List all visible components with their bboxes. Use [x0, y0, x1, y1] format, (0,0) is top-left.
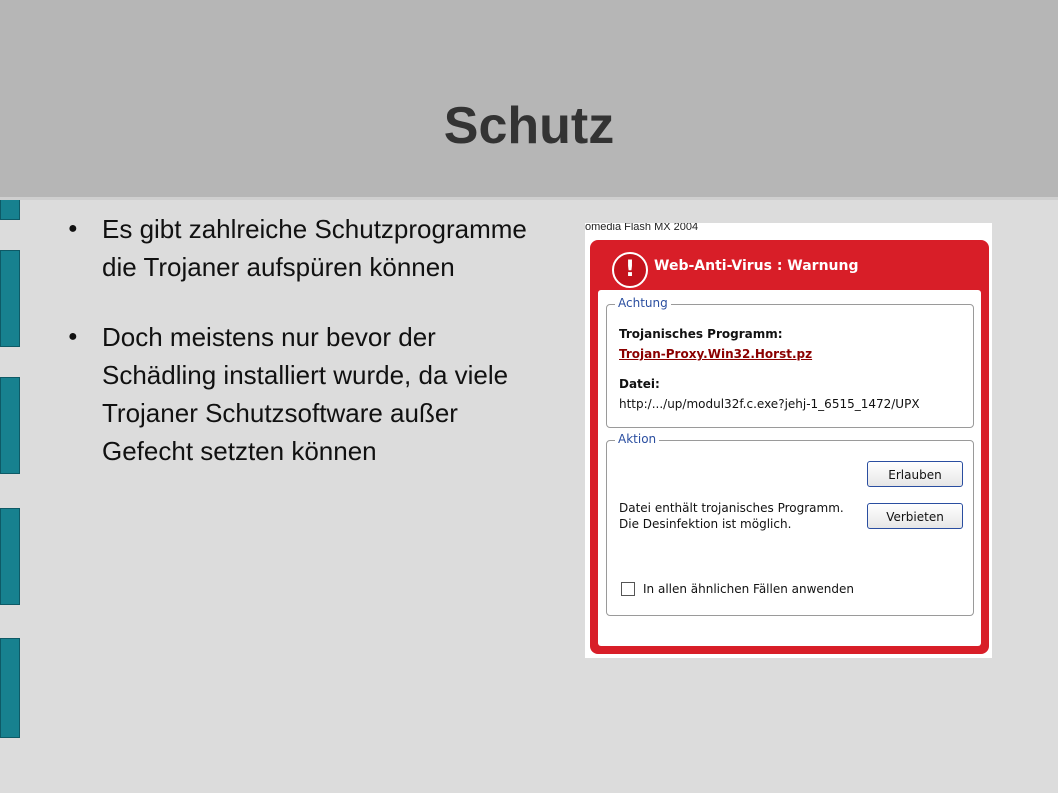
allow-button[interactable]: Erlauben: [867, 461, 963, 487]
dialog-body: [598, 290, 981, 646]
achtung-group: [606, 296, 974, 428]
aktion-legend: Aktion: [615, 432, 659, 446]
decoration-block: [0, 250, 20, 347]
dialog-title: Web-Anti-Virus : Warnung: [654, 258, 859, 274]
deny-button[interactable]: Verbieten: [867, 503, 963, 529]
decoration-block: [0, 377, 20, 474]
message-line-1: Datei enthält trojanisches Programm.: [619, 501, 844, 515]
message-line-2: Die Desinfektion ist möglich.: [619, 517, 792, 531]
bullet-dot-icon: ●: [68, 220, 78, 237]
bullet-text: Es gibt zahlreiche Schutzprogramme die Trojaner aufspüren können: [102, 214, 527, 282]
decoration-block: [0, 508, 20, 605]
background-window-text: omedia Flash MX 2004: [585, 223, 699, 233]
aktion-group: [606, 432, 974, 616]
apply-all-checkbox[interactable]: [621, 582, 635, 596]
bullet-item: [60, 318, 530, 470]
file-path: http:/.../up/modul32f.c.exe?jehj-1_6515_1472/UPX: [619, 397, 920, 411]
slide-title: Schutz: [443, 97, 615, 155]
bullet-item: [60, 210, 530, 286]
bullet-list: [60, 210, 530, 502]
program-label: Trojanisches Programm:: [619, 327, 783, 341]
decoration-block: [0, 638, 20, 738]
apply-all-label[interactable]: In allen ähnlichen Fällen anwenden: [643, 582, 855, 596]
bullet-dot-icon: ●: [68, 328, 78, 345]
warning-icon: !: [612, 252, 648, 288]
program-link[interactable]: Trojan-Proxy.Win32.Horst.pz: [619, 347, 813, 361]
achtung-legend: Achtung: [615, 296, 671, 310]
antivirus-screenshot: [585, 223, 992, 658]
bullet-text: Doch meistens nur bevor der Schädling installiert wurde, da viele Trojaner Schutzsoftware außer Gefecht setzten können: [102, 322, 509, 466]
antivirus-warning-dialog: [590, 240, 989, 654]
file-label: Datei:: [619, 377, 660, 391]
